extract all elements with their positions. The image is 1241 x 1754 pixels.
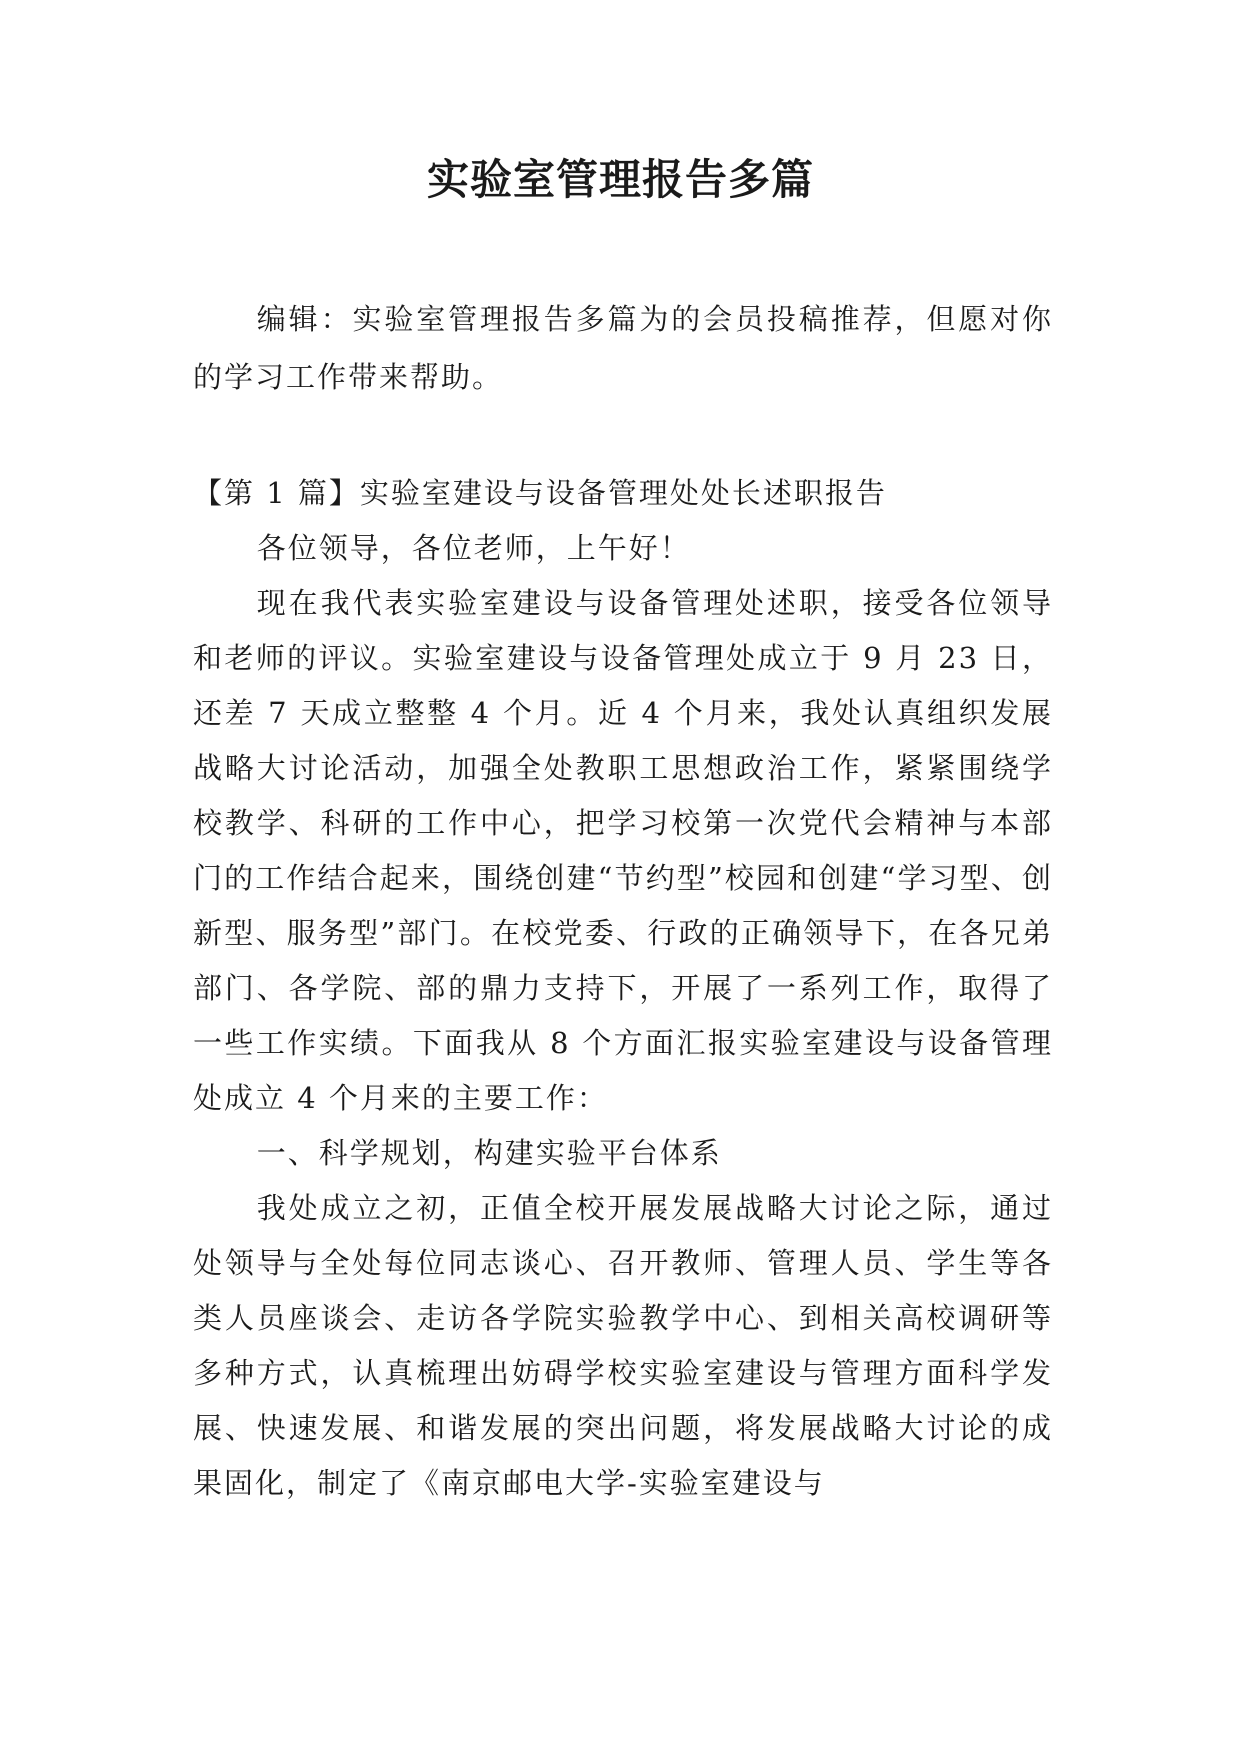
paragraph-subheading: 一、科学规划，构建实验平台体系: [256, 1136, 722, 1170]
section-block: [193, 466, 1053, 1511]
document-title: 实验室管理报告多篇: [426, 155, 814, 204]
intro-block: [193, 290, 1053, 406]
paragraph-planning: 我处成立之初，正值全校开展发展战略大讨论之际，通过处领导与全处每位同志谈心、召开教师、管理人员、学生等各类人员座谈会、走访各学院实验教学中心、到相关高校调研等多种方式，认真梳理出妨碍学校实验室建设与管理方面科学发展、快速发展、和谐发展的突出问题，将发展战略大讨论的成果固化，制定了《南京邮电大学-实验室建设与: [193, 1191, 1053, 1500]
paragraph-report: 现在我代表实验室建设与设备管理处述职，接受各位领导和老师的评议。实验室建设与设备管理处成立于 9 月 23 日，还差 7 天成立整整 4 个月。近 4 个月来，我处认真组织发展战略大讨论活动，加强全处教职工思想政治工作，紧紧围绕学校教学、科研的工作中心，把学习校第一次党代会精神与本部门的工作结合起来，围绕创建“节约型”校园和创建“学习型、创新型、服务型”部门。在校党委、行政的正确领导下，在各兄弟部门、各学院、部的鼎力支持下，开展了一系列工作，取得了一些工作实绩。下面我从 8 个方面汇报实验室建设与设备管理处成立 4 个月来的主要工作：: [193, 586, 1053, 1115]
section-title: 【第 1 篇】实验室建设与设备管理处处长述职报告: [193, 476, 887, 510]
intro-paragraph: 编辑：实验室管理报告多篇为的会员投稿推荐，但愿对你的学习工作带来帮助。: [193, 302, 1053, 394]
paragraph-greeting: 各位领导，各位老师，上午好！: [256, 531, 691, 565]
